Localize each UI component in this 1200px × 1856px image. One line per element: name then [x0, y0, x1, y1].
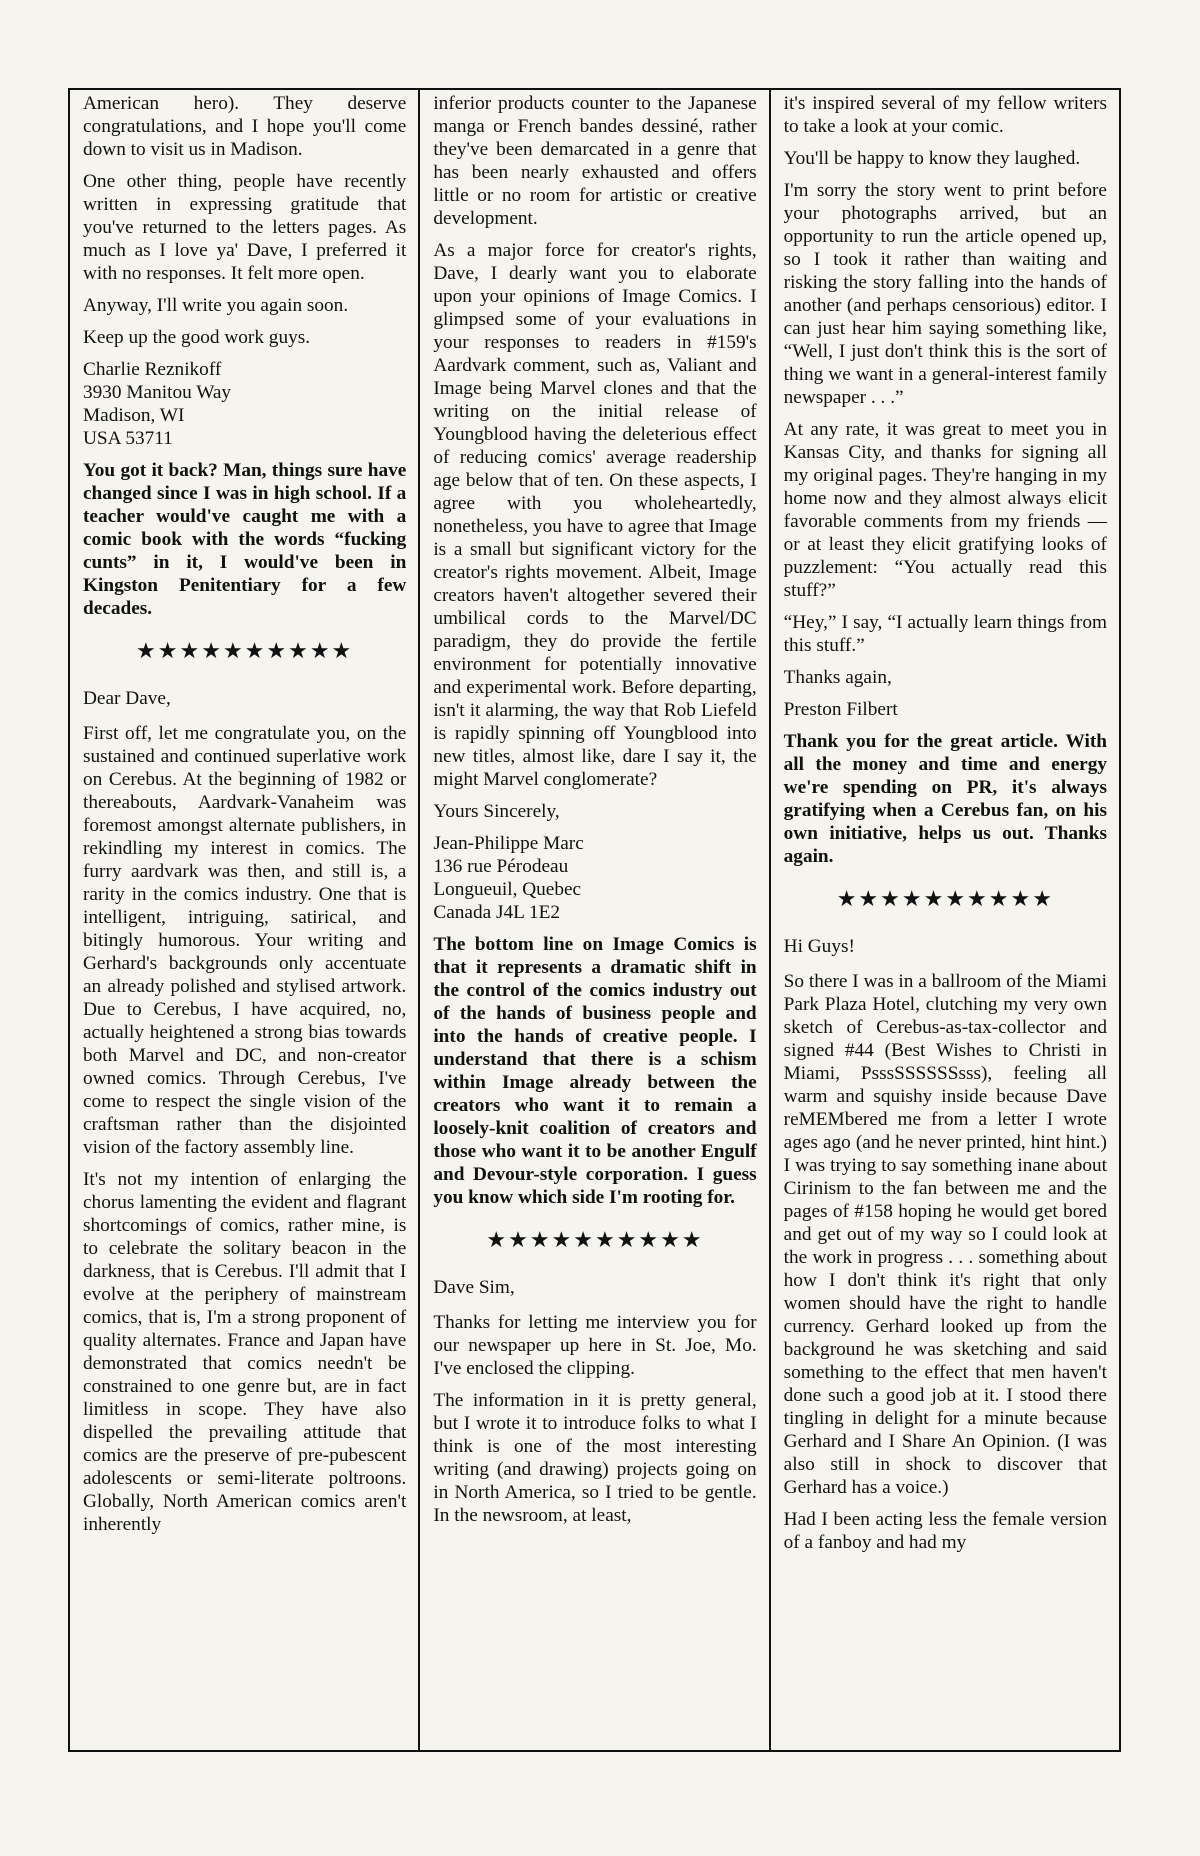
address-line: 3930 Manitou Way: [83, 382, 232, 403]
star-divider: ★★★★★★★★★★: [836, 887, 1054, 912]
letter-paragraph: One other thing, people have recently written in expressing gratitude that you've returned to the letters pages. As much as I love ya' Dave, I preferred it with no responses. It felt more open.: [83, 171, 407, 284]
column-3: [769, 90, 1119, 1750]
column-2: [418, 90, 768, 1750]
letter-paragraph: Anyway, I'll write you again soon.: [83, 295, 349, 316]
letter-paragraph: Yours Sincerely,: [433, 801, 560, 822]
address-line: Longueuil, Quebec: [433, 879, 582, 900]
address-line: Canada J4L 1E2: [433, 902, 561, 923]
address-line: USA 53711: [83, 428, 173, 449]
letter-paragraph: At any rate, it was great to meet you in Kansas City, and thanks for signing all my original pages. They're hanging in my home now and they almost always elicit favorable comments from my friends — or at least they elicit gratifying looks of puzzlement: “You actually read this stuff?”: [783, 419, 1107, 601]
signature-address: [83, 358, 406, 450]
letter-paragraph: Had I been acting less the female version of a fanboy and had my: [783, 1509, 1107, 1553]
letter-paragraph: I'm sorry the story went to print before your photographs arrived, but an opportunity to run the article opened up, so I took it rather than waiting and risking the story falling into the hands of another (and perhaps censorious) editor. I can just hear him saying something like, “Well, I just don't think this is the sort of thing we want in a general-interest family newspaper . . .”: [783, 180, 1107, 408]
letter-paragraph: Keep up the good work guys.: [83, 327, 311, 348]
signature-address: [433, 832, 756, 924]
letter-salutation: Dave Sim,: [433, 1277, 515, 1298]
letter-paragraph: it's inspired several of my fellow writers to take a look at your comic.: [783, 93, 1107, 137]
letter-paragraph: Thanks again,: [783, 667, 892, 688]
letter-paragraph: American hero). They deserve congratulations, and I hope you'll come down to visit us in Madison.: [83, 93, 407, 160]
editor-reply: Thank you for the great article. With all the money and time and energy we're spending on PR, it's always gratifying when a Cerebus fan, on his own initiative, helps us out. Thanks again.: [783, 731, 1107, 867]
letter-paragraph: Thanks for letting me interview you for our newspaper up here in St. Joe, Mo. I've enclosed the clipping.: [433, 1312, 757, 1379]
editor-reply: The bottom line on Image Comics is that it represents a dramatic shift in the control of the comics industry out of the hands of business people and into the hands of creative people. I understand that there is a schism within Image already between the creators who want it to remain a loosely-knit coalition of creators and those who want it to be another Engulf and Devour-style corporation. I guess you know which side I'm rooting for.: [433, 934, 757, 1208]
letter-paragraph: inferior products counter to the Japanese manga or French bandes dessiné, rather they've been demarcated in a genre that has been nearly exhausted and offers little or no room for artistic or creative development.: [433, 93, 757, 229]
letter-paragraph: First off, let me congratulate you, on the sustained and continued superlative work on Cerebus. At the beginning of 1982 or thereabouts, Aardvark-Vanaheim was foremost amongst alternate publishers, in rekindling my interest in comics. The furry aardvark was then, and still is, a rarity in the comics industry. One that is intelligent, intriguing, satirical, and bitingly humorous. Your writing and Gerhard's backgrounds only accentuate an already polished and stylised artwork. Due to Cerebus, I have acquired, no, actually heightened a strong bias towards both Marvel and DC, and non-creator owned comics. Through Cerebus, I've come to respect the single vision of the craftsman rather than the disjointed vision of the factory assembly line.: [83, 723, 407, 1158]
letter-paragraph: So there I was in a ballroom of the Miami Park Plaza Hotel, clutching my very own sketch of Cerebus-as-tax-collector and signed #44 (Best Wishes to Christi in Miami, PsssSSSSSSsss), feeling all warm and squishy inside because Dave reMEMbered me from a letter I wrote ages ago (and he never printed, hint hint.) I was trying to say something inane about Cirinism to the fan between me and the pages of #158 hoping he would get bored and get out of my way so I could look at the work in progress . . . something about how I don't think it's right that only women should have the right to handle currency. Gerhard looked up from the background he was sketching and said something to the effect that men haven't done such a good job at it. I stood there tingling in delight for a minute because Gerhard and I Share An Opinion. (I was also still in shock to discover that Gerhard has a voice.): [783, 971, 1107, 1498]
star-divider: ★★★★★★★★★★: [136, 639, 354, 664]
letter-salutation: Hi Guys!: [783, 936, 855, 957]
letter-salutation: Dear Dave,: [83, 688, 171, 709]
column-1: [70, 90, 418, 1750]
editor-reply: You got it back? Man, things sure have changed since I was in high school. If a teacher would've caught me with a comic book with the words “fucking cunts” in it, I would've been in Kingston Penitentiary for a few decades.: [83, 460, 407, 619]
letters-page: [68, 88, 1121, 1752]
letter-paragraph: The information in it is pretty general, but I wrote it to introduce folks to what I think is one of the most interesting writing (and drawing) projects going on in North America, so I tried to be gentle. In the newsroom, at least,: [433, 1390, 757, 1526]
letter-paragraph: As a major force for creator's rights, Dave, I dearly want you to elaborate upon your opinions of Image Comics. I glimpsed some of your evaluations in your responses to readers in #159's Aardvark comment, such as, Valiant and Image being Marvel clones and that the writing on the initial release of Youngblood having the deleterious effect of reducing comics' average readership age below that of ten. On these aspects, I agree with you wholeheartedly, nonetheless, you have to agree that Image is a small but significant victory for the creator's rights movement. Albeit, Image creators haven't altogether severed their umbilical cords to the Marvel/DC paradigm, they do provide the fertile environment for potentially innovative and experimental work. Before departing, isn't it alarming, the way that Rob Liefeld is rapidly spinning off Youngblood into new titles, almost like, dare I say it, the might Marvel conglomerate?: [433, 240, 757, 790]
letter-paragraph: It's not my intention of enlarging the chorus lamenting the evident and flagrant shortcomings of comics, rather mine, is to celebrate the solitary beacon in the darkness, that is Cerebus. I'll admit that I evolve at the periphery of mainstream comics, that is, I'm a strong proponent of quality alternates. France and Japan have demonstrated that comics needn't be constrained to one genre but, are in fact limitless in scope. They have also dispelled the prevailing attitude that comics are the preserve of pre-pubescent adolescents or semi-literate poltroons. Globally, North American comics aren't inherently: [83, 1169, 407, 1535]
letter-paragraph: “Hey,” I say, “I actually learn things from this stuff.”: [783, 612, 1107, 656]
address-line: Madison, WI: [83, 405, 185, 426]
address-line: Charlie Reznikoff: [83, 359, 222, 380]
address-line: Jean-Philippe Marc: [433, 833, 584, 854]
star-divider: ★★★★★★★★★★: [486, 1228, 704, 1253]
letter-paragraph: You'll be happy to know they laughed.: [783, 148, 1081, 169]
letter-paragraph: Preston Filbert: [783, 699, 898, 720]
address-line: 136 rue Pérodeau: [433, 856, 569, 877]
